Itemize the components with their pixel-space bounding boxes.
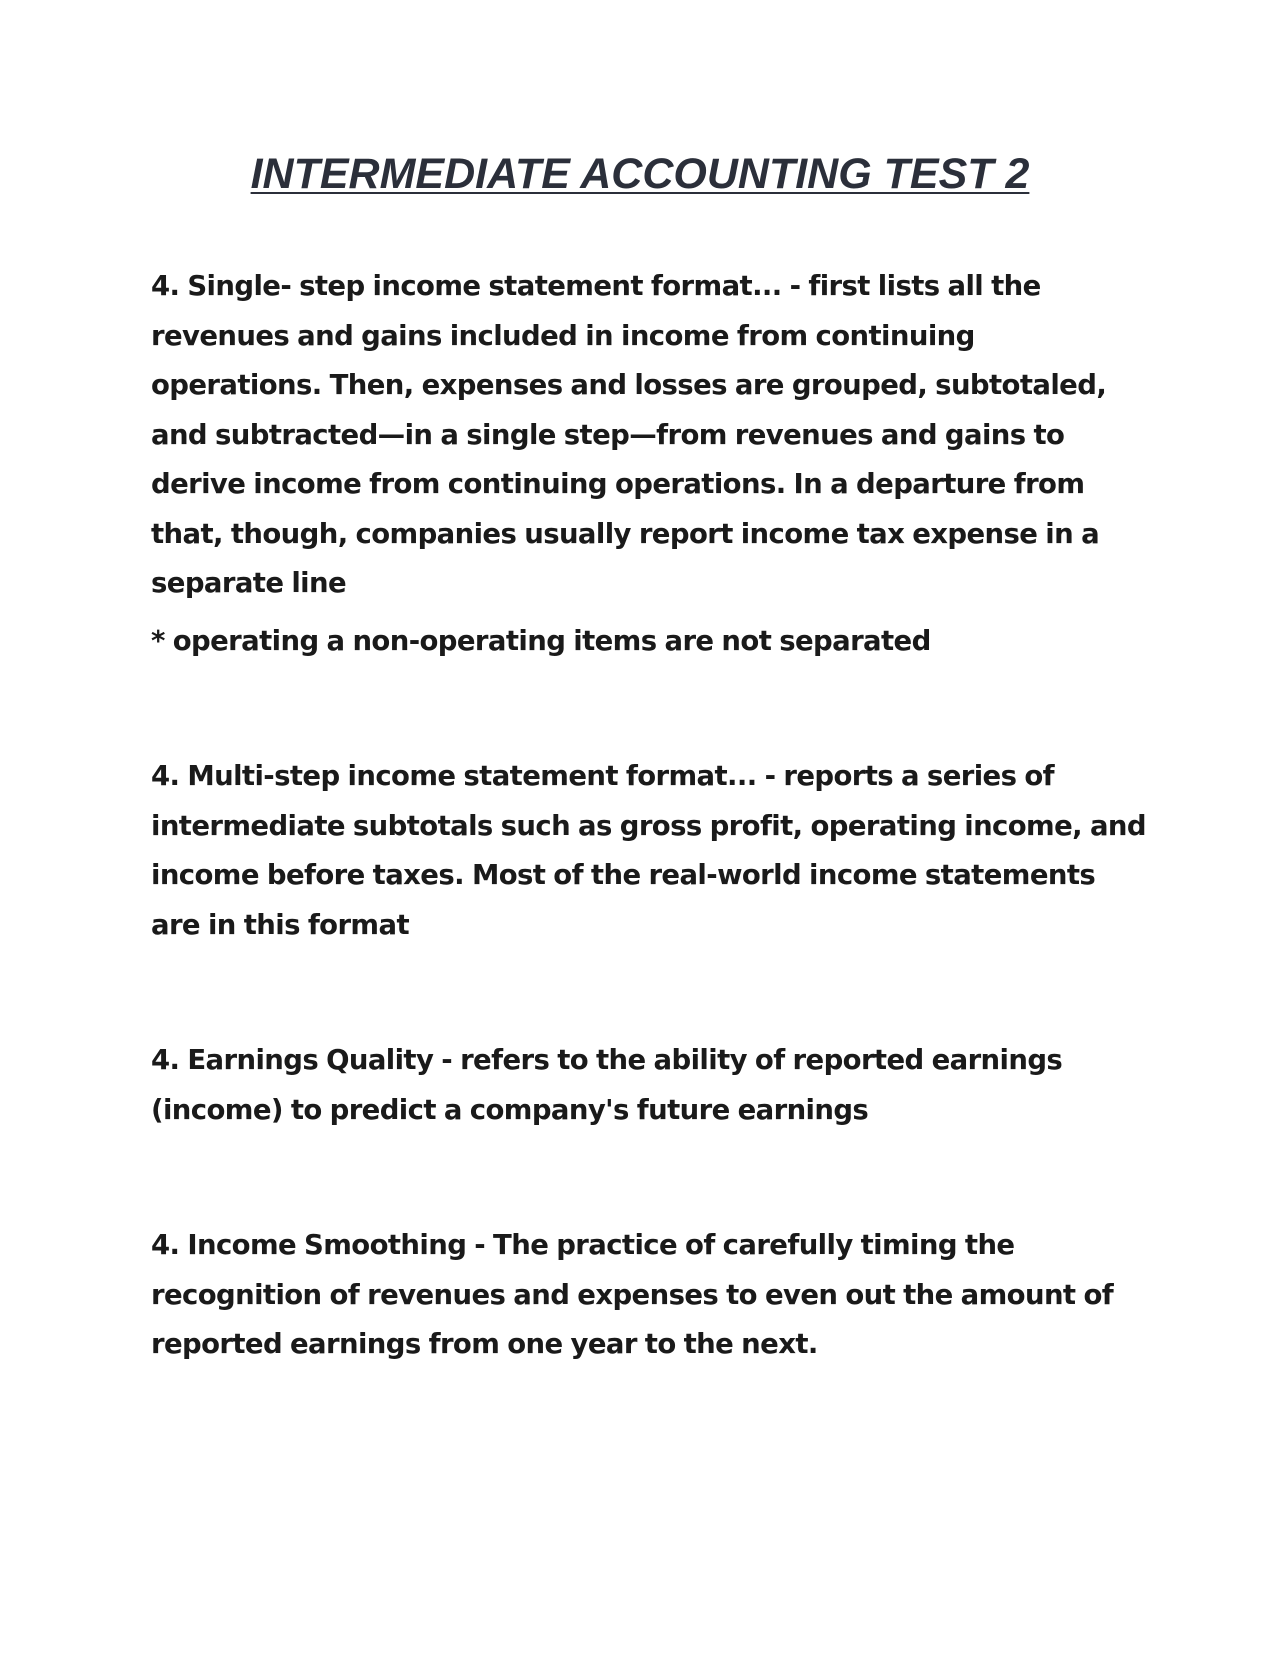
spacer	[151, 1135, 1151, 1221]
entry-single-step: 4. Single- step income statement format... - first lists all the revenues and gains included in income from continuing operations. Then, expenses and losses are grouped, subtotaled, and subtracted—in a single step—from revenues and gains to derive income from continuing operations. In a departure from that, though, companies usually report income tax expense in a separate line	[151, 270, 1107, 599]
entry-single-step-note: * operating a non-operating items are not separated	[151, 624, 931, 657]
entry-income-smoothing: 4. Income Smoothing - The practice of carefully timing the recognition of revenues and expenses to even out the amount of reported earnings from one year to the next.	[151, 1229, 1114, 1360]
spacer	[151, 950, 1151, 1036]
document-body	[151, 262, 1151, 1370]
document-title: INTERMEDIATE ACCOUNTING TEST 2	[250, 150, 1030, 198]
spacer	[151, 666, 1151, 752]
entry-earnings-quality: 4. Earnings Quality - refers to the ability of reported earnings (income) to predict a company's future earnings	[151, 1044, 1063, 1126]
entry-multi-step: 4. Multi-step income statement format... - reports a series of intermediate subtotals such as gross profit, operating income, and income before taxes. Most of the real-world income statements are in this format	[151, 760, 1146, 941]
